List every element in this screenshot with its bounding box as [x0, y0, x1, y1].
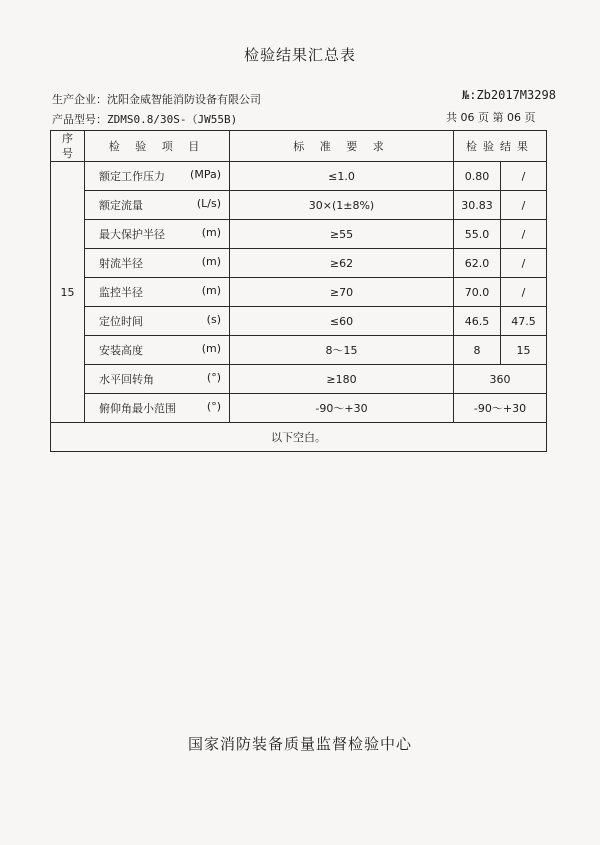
- item-cell: [85, 278, 230, 307]
- header-seq-line1: 序: [62, 132, 73, 145]
- item-unit: (°): [206, 400, 221, 413]
- item-unit: (m): [201, 284, 221, 297]
- standard-cell: 8～15: [230, 336, 454, 365]
- result-1: 62.0: [454, 249, 501, 278]
- blank-note-row: [51, 423, 547, 452]
- table-row: [51, 394, 547, 423]
- item-name: 监控半径: [99, 286, 143, 299]
- item-name: 定位时间: [99, 315, 143, 328]
- standard-cell: ≥62: [230, 249, 454, 278]
- header-item: 检 验 项 目: [85, 131, 230, 162]
- result-1: 46.5: [454, 307, 501, 336]
- result-1: 30.83: [454, 191, 501, 220]
- result-1: 8: [454, 336, 501, 365]
- item-cell: [85, 220, 230, 249]
- result-1: 55.0: [454, 220, 501, 249]
- item-cell: [85, 336, 230, 365]
- issuer-footer: 国家消防装备质量监督检验中心: [187, 735, 412, 753]
- page-info: 共 06 页 第 06 页: [446, 111, 536, 124]
- item-unit: (m): [201, 342, 221, 355]
- item-name: 额定工作压力: [99, 170, 165, 183]
- model-value: ZDMS0.8/30S-（JW55B): [107, 113, 238, 126]
- header-result: 检验结果: [454, 131, 547, 162]
- standard-cell: -90～+30: [230, 394, 454, 423]
- standard-cell: ≤60: [230, 307, 454, 336]
- header-standard: 标 准 要 求: [230, 131, 454, 162]
- standard-cell: 30×(1±8%): [230, 191, 454, 220]
- table-row: [51, 249, 547, 278]
- item-cell: [85, 249, 230, 278]
- item-name: 水平回转角: [99, 373, 154, 386]
- result-2: /: [501, 220, 547, 249]
- item-unit: (°): [206, 371, 221, 384]
- result-2: 47.5: [501, 307, 547, 336]
- table-header-row: [51, 131, 547, 162]
- result-2: /: [501, 191, 547, 220]
- item-name: 射流半径: [99, 257, 143, 270]
- header-seq-line2: 号: [62, 147, 73, 160]
- item-cell: [85, 365, 230, 394]
- standard-cell: ≤1.0: [230, 162, 454, 191]
- result-2: /: [501, 278, 547, 307]
- standard-cell: ≥70: [230, 278, 454, 307]
- result-1: 0.80: [454, 162, 501, 191]
- item-unit: (MPa): [190, 168, 221, 181]
- table-row: [51, 336, 547, 365]
- result-1: 70.0: [454, 278, 501, 307]
- standard-cell: ≥180: [230, 365, 454, 394]
- blank-note: 以下空白。: [51, 423, 547, 452]
- item-name: 俯仰角最小范围: [99, 402, 176, 415]
- result-2: /: [501, 249, 547, 278]
- item-cell: [85, 162, 230, 191]
- table-row: [51, 191, 547, 220]
- table-row: [51, 307, 547, 336]
- result-2: 15: [501, 336, 547, 365]
- company-label: 生产企业：: [52, 93, 107, 106]
- company-name: 沈阳金威智能消防设备有限公司: [107, 93, 261, 106]
- table-row: [51, 162, 547, 191]
- item-cell: [85, 307, 230, 336]
- result-merged: 360: [454, 365, 547, 394]
- header-seq: [51, 131, 85, 162]
- item-name: 额定流量: [99, 199, 143, 212]
- company-line: [52, 91, 261, 107]
- table-row: [51, 220, 547, 249]
- report-number: №:Zb2017M3298: [462, 88, 556, 102]
- model-label: 产品型号：: [52, 113, 107, 126]
- standard-cell: ≥55: [230, 220, 454, 249]
- model-line: [52, 111, 237, 127]
- item-unit: (L/s): [196, 197, 221, 210]
- seq-number: 15: [51, 162, 85, 423]
- item-cell: [85, 191, 230, 220]
- table-row: [51, 278, 547, 307]
- item-unit: (s): [206, 313, 221, 326]
- document-title: 检验结果汇总表: [243, 46, 356, 64]
- table-row: [51, 365, 547, 394]
- table-body: [51, 162, 547, 423]
- item-name: 最大保护半径: [99, 228, 165, 241]
- item-name: 安装高度: [99, 344, 143, 357]
- item-cell: [85, 394, 230, 423]
- item-unit: (m): [201, 226, 221, 239]
- result-merged: -90～+30: [454, 394, 547, 423]
- result-2: /: [501, 162, 547, 191]
- results-table: [50, 130, 547, 452]
- item-unit: (m): [201, 255, 221, 268]
